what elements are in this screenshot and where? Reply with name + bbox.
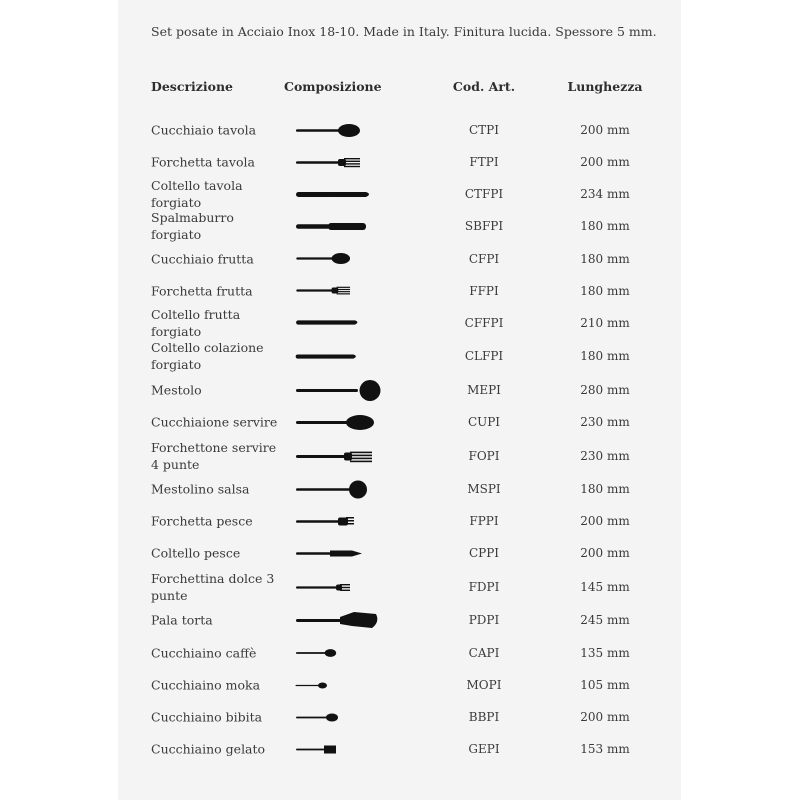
item-length: 200 mm <box>580 514 630 528</box>
butter-knife-icon <box>294 214 370 239</box>
item-code: SBFPI <box>464 219 504 233</box>
item-length: 200 mm <box>580 155 630 169</box>
fork-icon <box>294 280 354 301</box>
item-description: Cucchiaio tavola <box>151 122 257 138</box>
item-length: 153 mm <box>580 742 630 756</box>
table-row <box>118 146 681 178</box>
table-row <box>118 210 681 242</box>
header-code: Cod. Art. <box>452 79 516 94</box>
item-code: CTPI <box>469 123 499 137</box>
item-code: CUPI <box>467 415 501 429</box>
item-length: 145 mm <box>580 580 630 594</box>
header-description: Descrizione <box>151 79 234 94</box>
item-description: Pala torta <box>151 612 213 628</box>
table-row <box>118 537 681 569</box>
item-description: Forchetta frutta <box>151 283 253 299</box>
item-description: Mestolo <box>151 382 202 398</box>
item-description: Coltello tavola forgiato <box>151 178 243 210</box>
item-description: Mestolino salsa <box>151 481 250 497</box>
table-row <box>118 406 681 438</box>
fish-knife-icon <box>294 541 366 566</box>
item-length: 200 mm <box>580 123 630 137</box>
teaspoon-icon <box>294 641 340 665</box>
item-code: CTFPI <box>464 187 504 201</box>
item-length: 280 mm <box>580 383 630 397</box>
item-length: 180 mm <box>580 284 630 298</box>
serving-spoon-icon <box>294 410 378 435</box>
item-description: Forchetta pesce <box>151 513 253 529</box>
item-description: Cucchiaino gelato <box>151 741 266 757</box>
item-description: Coltello pesce <box>151 545 241 561</box>
intro-text: Set posate in Acciaio Inox 18-10. Made in Italy. Finitura lucida. Spessore 5 mm. <box>151 24 657 39</box>
item-code: MEPI <box>467 383 501 397</box>
table-row <box>118 114 681 146</box>
table-row <box>118 571 681 603</box>
table-row <box>118 473 681 505</box>
item-description: Forchettina dolce 3 punte <box>151 571 275 603</box>
item-length: 230 mm <box>580 415 630 429</box>
table-row <box>118 178 681 210</box>
item-description: Forchetta tavola <box>151 154 255 170</box>
item-length: 180 mm <box>580 482 630 496</box>
spoon-icon <box>294 248 354 269</box>
item-code: FPPI <box>469 514 499 528</box>
table-row <box>118 669 681 701</box>
item-description: Cucchiaio frutta <box>151 251 254 267</box>
item-code: FTPI <box>469 155 499 169</box>
item-code: CPPI <box>468 546 500 560</box>
item-description: Cucchiaino bibita <box>151 709 263 725</box>
item-description: Coltello frutta forgiato <box>151 307 241 339</box>
item-length: 200 mm <box>580 710 630 724</box>
table-row <box>118 340 681 372</box>
item-length: 200 mm <box>580 546 630 560</box>
item-description: Cucchiaino caffè <box>151 645 257 661</box>
knife-icon <box>294 182 374 207</box>
table-row <box>118 701 681 733</box>
item-code: FDPI <box>468 580 500 594</box>
teaspoon-icon <box>294 705 342 730</box>
knife-icon <box>294 346 360 367</box>
item-description: Spalmaburro forgiato <box>151 210 234 242</box>
knife-icon <box>294 312 362 333</box>
table-row <box>118 440 681 472</box>
item-code: PDPI <box>468 613 500 627</box>
teaspoon-icon <box>294 676 330 695</box>
item-code: CFFPI <box>464 316 504 330</box>
item-code: FOPI <box>468 449 500 463</box>
item-description: Forchettone servire 4 punte <box>151 440 277 472</box>
fish-fork-icon <box>294 509 358 534</box>
item-length: 210 mm <box>580 316 630 330</box>
ladle-icon <box>294 378 384 403</box>
item-length: 230 mm <box>580 449 630 463</box>
item-code: CFPI <box>468 252 500 266</box>
header-length: Lunghezza <box>567 79 643 94</box>
item-length: 180 mm <box>580 252 630 266</box>
item-length: 180 mm <box>580 219 630 233</box>
item-length: 234 mm <box>580 187 630 201</box>
product-sheet <box>118 0 681 800</box>
serving-fork-icon <box>294 444 376 469</box>
table-row <box>118 637 681 669</box>
table-row <box>118 505 681 537</box>
table-row <box>118 307 681 339</box>
item-description: Coltello colazione forgiato <box>151 340 264 372</box>
sauce-ladle-icon <box>294 477 370 502</box>
item-length: 180 mm <box>580 349 630 363</box>
item-code: BBPI <box>468 710 500 724</box>
table-row <box>118 733 681 765</box>
cake-server-icon <box>294 608 384 633</box>
item-code: FFPI <box>469 284 499 298</box>
item-code: CAPI <box>468 646 500 660</box>
table-row <box>118 604 681 636</box>
fork-icon <box>294 150 364 175</box>
item-code: GEPI <box>468 742 500 756</box>
item-code: MSPI <box>467 482 501 496</box>
item-description: Cucchiaione servire <box>151 414 278 430</box>
header-composition: Composizione <box>284 79 382 94</box>
ice-cream-spoon-icon <box>294 737 342 762</box>
item-length: 105 mm <box>580 678 630 692</box>
table-row <box>118 243 681 275</box>
item-length: 135 mm <box>580 646 630 660</box>
spoon-icon <box>294 118 364 143</box>
table-row <box>118 374 681 406</box>
table-row <box>118 275 681 307</box>
cake-fork-icon <box>294 575 354 600</box>
item-code: CLFPI <box>464 349 504 363</box>
item-code: MOPI <box>466 678 502 692</box>
item-description: Cucchiaino moka <box>151 677 261 693</box>
item-length: 245 mm <box>580 613 630 627</box>
